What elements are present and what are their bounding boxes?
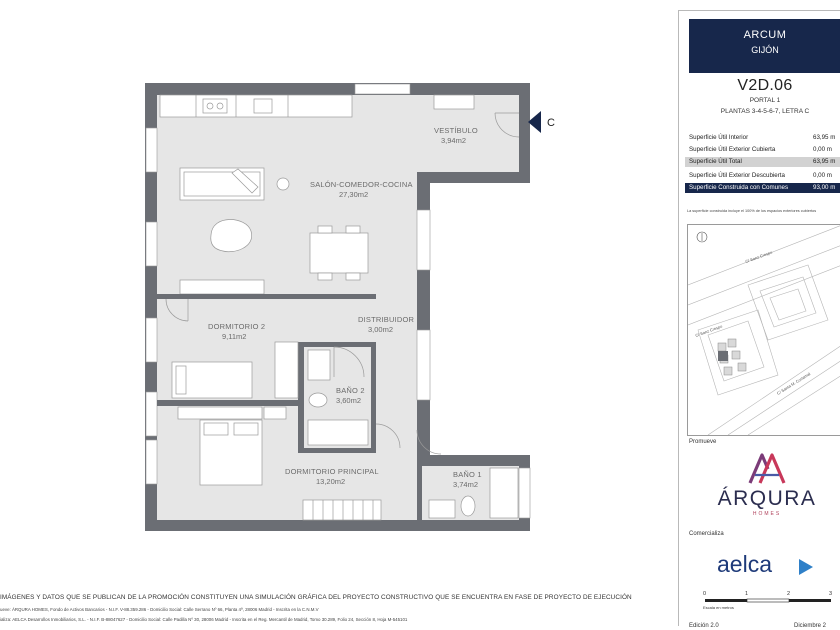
room-area-vestibulo: 3,94m2 (441, 136, 467, 145)
disclaimer-text: IMÁGENES Y DATOS QUE SE PUBLICAN DE LA PROMOCIÓN CONSTITUYEN UNA SIMULACIÓN GRÁFICA DEL PROYECTO CONSTRUCTIVO QUE SE ENCUENTRA EN FASE DE PROYECTO DE EJECUCIÓN (0, 594, 632, 601)
room-area-dormitorio-principal: 13,20m2 (316, 477, 346, 486)
surface-value: 0,00 m (813, 172, 832, 179)
room-name-vestibulo: VESTÍBULO (434, 126, 478, 135)
top-window (355, 84, 410, 94)
scale-tick: 2 (787, 591, 791, 597)
surface-value: 0,00 m (813, 146, 832, 153)
scale-tick: 3 (829, 591, 833, 597)
surface-row-built (685, 183, 840, 193)
unit-code: V2D.06 (737, 77, 793, 94)
seller-name: aelca (717, 551, 772, 577)
surface-row-total (685, 157, 840, 167)
edition-label: Edición 2.0 (689, 623, 719, 629)
location-map (687, 224, 840, 436)
room-name-dormitorio-2: DORMITORIO 2 (208, 322, 266, 331)
surface-row (685, 171, 840, 181)
surface-label: Superficie Construida con Comunes (689, 184, 789, 191)
scale-tick: 0 (703, 591, 707, 597)
project-city: GIJÓN (751, 45, 779, 55)
surface-label: Superficie Útil Exterior Descubierta (689, 172, 785, 179)
surface-label: Superficie Útil Interior (689, 134, 749, 141)
room-name-salon: SALÓN-COMEDOR-COCINA (310, 180, 413, 189)
project-title: ARCUM (743, 29, 787, 41)
scale-caption: Escala en metros (703, 605, 734, 610)
surface-value: 93,00 m (813, 184, 836, 191)
project-header (689, 19, 840, 73)
map-street-label: C/ Sanz Crespo (694, 323, 723, 338)
room-name-distribuidor: DISTRIBUIDOR (358, 315, 415, 324)
room-area-bano-2: 3,60m2 (336, 396, 362, 405)
surface-value: 63,95 m (813, 134, 836, 141)
seller-label: Comercializa (689, 531, 724, 537)
unit-marker (718, 351, 728, 361)
dining-table (310, 226, 368, 280)
legal-seller: ializa: AELCA Desarrollos Inmobiliarios, S.L. - N.I.F. B-88047627 - Domicilio Social: Calle Padilla Nº 30, 28006 Madrid - Inscrita en el Reg. Mercantil de Madrid, Tomo 30.289, Folio 24, Sección 8, Hoja M-545101 (0, 617, 408, 622)
legal-promoter: ueve: ÁRQURA HOMES, Fondo de Activos Bancarios - N.I.F. V-88.359.286 - Domicilio Social: Calle Serrano Nº 66, Planta 4ª, 28006 Madrid - Inscrita en la C.N.M.V (0, 607, 319, 612)
kitchen-counter (160, 95, 352, 117)
orientation-marker: C (547, 117, 555, 129)
room-name-bano-1: BAÑO 1 (453, 470, 482, 479)
date-label: Diciembre 2 (794, 623, 827, 629)
surface-label: Superficie Útil Total (689, 158, 742, 165)
location-map-drawing (688, 225, 840, 435)
promoter-name: ÁRQURA (717, 487, 817, 510)
surface-label: Superficie Útil Exterior Cubierta (689, 146, 776, 153)
room-area-salon: 27,30m2 (339, 190, 369, 199)
map-street-label: C/ Santa M. Cortamal (775, 371, 812, 396)
surface-row (685, 133, 840, 143)
info-panel (678, 10, 840, 629)
room-area-distribuidor: 3,00m2 (368, 325, 394, 334)
scale-tick: 1 (745, 591, 749, 597)
promoter-sub: HOMES (752, 511, 782, 517)
portal-label: PORTAL 1 (749, 97, 781, 104)
arqura-logo-icon (747, 451, 787, 485)
room-name-bano-2: BAÑO 2 (336, 386, 365, 395)
wardrobe (303, 500, 381, 520)
aelca-arrow-icon (797, 557, 815, 577)
surface-note: La superficie construida incluye el 100% de los espacios exteriores cubiertos (687, 209, 817, 213)
round-table (211, 219, 252, 251)
map-street-label: C/ Sanz Crespo (744, 249, 773, 264)
surface-row (685, 145, 840, 155)
room-area-bano-1: 3,74m2 (453, 480, 479, 489)
surface-value: 63,95 m (813, 158, 836, 165)
room-name-dormitorio-principal: DORMITORIO PRINCIPAL (285, 467, 379, 476)
promoter-label: Promueve (689, 439, 717, 445)
tv-unit (180, 280, 264, 294)
room-area-dormitorio-2: 9,11m2 (222, 332, 247, 341)
floors-label: PLANTAS 3-4-5-6-7, LETRA C (720, 108, 810, 115)
